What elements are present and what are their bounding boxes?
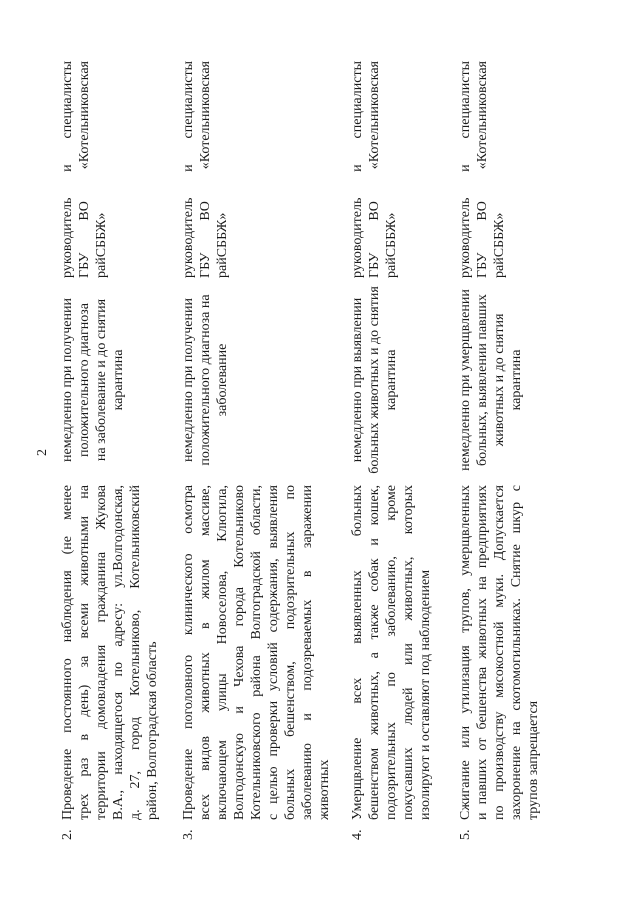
measure-cell — [59, 485, 161, 820]
deadline-cell — [180, 283, 231, 477]
deadline-cell — [457, 283, 525, 477]
responsible-line: ГБУ ВО «Котельниковская — [77, 61, 92, 278]
measure-line: Проведение поголовного клинического осмотра — [181, 485, 196, 820]
measure-line: по производству мясокостной муки. Допускается — [492, 485, 507, 820]
responsible-line: руководитель и специалисты — [458, 61, 473, 278]
responsible-line: ГБУ ВО «Котельниковская — [198, 61, 213, 278]
measure-cell — [180, 485, 333, 820]
measure-line: всех видов животных в жилом массиве, — [198, 485, 213, 820]
measure-line: трупов запрещается — [526, 700, 541, 820]
measure-line: район, Волгоградская область — [145, 641, 160, 820]
deadline-cell — [349, 283, 400, 477]
responsible-cell — [349, 61, 400, 278]
deadline-line: карантина — [111, 349, 126, 411]
responsible-line: райСББЖ» — [215, 212, 230, 278]
responsible-line: райСББЖ» — [94, 212, 109, 278]
measure-line: Сжигание или утилизация трупов, умерщвленных — [458, 485, 473, 820]
measure-line: Волгодонскую и Чехова города Котельниково — [232, 485, 247, 820]
measure-line: животных — [317, 759, 332, 820]
deadline-line: больных животных и до снятия — [367, 286, 382, 474]
measure-line: Котельниковского района Волгоградской области, — [249, 485, 264, 820]
measure-line: больных бешенством, подозрительных по — [283, 485, 298, 820]
measure-line: В.А., находящегося по адресу: ул.Волгодонская, — [111, 485, 126, 820]
row-number: 5. — [458, 829, 473, 840]
responsible-line: руководитель и специалисты — [60, 61, 75, 278]
measure-cell — [457, 485, 542, 820]
measure-line: Проведение постоянного наблюдения (не менее — [60, 485, 75, 820]
deadline-line: немедленно при получении — [60, 298, 75, 462]
deadline-cell — [59, 283, 127, 477]
deadline-line: немедленно при получении — [181, 298, 196, 462]
deadline-line: положительного диагноза — [77, 303, 92, 458]
page-number: 2 — [35, 449, 50, 456]
deadline-line: карантина — [384, 349, 399, 411]
deadline-line: немедленно при умерщвлении — [458, 289, 473, 471]
row-number: 2. — [60, 829, 75, 840]
measure-line: Умерщвление всех выявленных больных — [350, 485, 365, 820]
deadline-line: больных, выявлении павших — [475, 294, 490, 466]
deadline-line: заболевание — [215, 343, 230, 417]
measure-line: подозрительных по заболеванию, кроме — [384, 485, 399, 820]
deadline-line: положительного диагноза на — [198, 294, 213, 466]
measure-line: и павших от бешенства животных на предприятиях — [475, 485, 490, 820]
responsible-line: райСББЖ» — [492, 212, 507, 278]
measure-line: бешенством животных, а также собак и кошек, — [367, 485, 382, 820]
measure-line: трех раз в день) за всеми животными на — [77, 485, 92, 820]
responsible-line: руководитель и специалисты — [181, 61, 196, 278]
table-row — [180, 0, 340, 905]
row-number: 4. — [350, 829, 365, 840]
responsible-line: ГБУ ВО «Котельниковская — [367, 61, 382, 278]
measure-line: с целью проверки условий содержания, выявления — [266, 485, 281, 820]
responsible-cell — [59, 61, 110, 278]
row-number: 3. — [181, 829, 196, 840]
measure-line: захоронение на скотомогильниках. Снятие шкур с — [509, 485, 524, 820]
measure-line: покусавших людей или животных, которых — [401, 485, 416, 820]
deadline-line: животных и до снятия — [492, 313, 507, 447]
deadline-line: немедленно при выявлении — [350, 297, 365, 463]
responsible-cell — [457, 61, 508, 278]
deadline-line: карантина — [509, 349, 524, 411]
responsible-line: ГБУ ВО «Котельниковская — [475, 61, 490, 278]
measure-cell — [349, 485, 434, 820]
deadline-line: на заболевание и до снятия — [94, 298, 109, 462]
measure-line: территории домовладения гражданина Жукова — [94, 485, 109, 820]
responsible-line: руководитель и специалисты — [350, 61, 365, 278]
responsible-line: райСББЖ» — [384, 212, 399, 278]
responsible-cell — [180, 61, 231, 278]
table-row — [457, 0, 617, 905]
measure-line: заболеванию и подозреваемых в заражении — [300, 485, 315, 820]
measure-line: изолируют и оставляют под наблюдением — [418, 569, 433, 820]
measure-line: д. 27, город Котельниково, Котельниковский — [128, 485, 143, 820]
measure-line: включающем улицы Новоселова, Клюгила, — [215, 485, 230, 820]
